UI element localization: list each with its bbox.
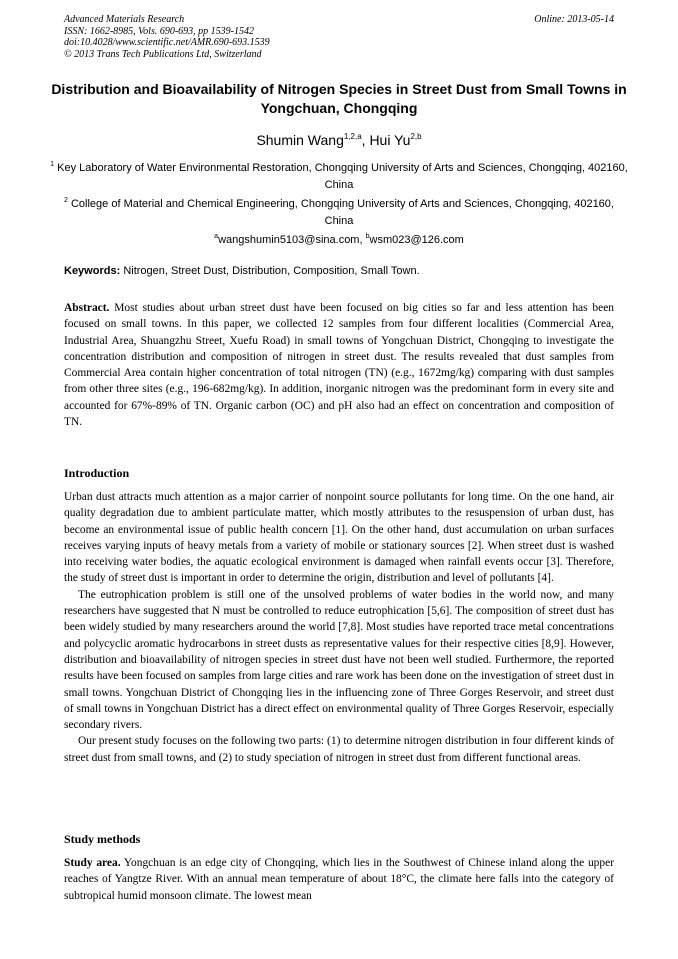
affiliation xyxy=(50,156,628,194)
study-area-text: Yongchuan is an edge city of Chongqing, which lies in the Southwest of Chinese inland along the upper reaches of Yangtze River. With an annual mean temperature of about 18°C, the climate here falls into the category of subtropical humid monsoon climate. The lowest mean xyxy=(64,857,615,902)
author-name: Shumin Wang xyxy=(256,132,344,148)
online-date: Online: 2013-05-14 xyxy=(534,14,614,25)
email-marker: b xyxy=(365,233,370,240)
email-marker: a xyxy=(214,233,219,240)
study-area-label: Study area. xyxy=(64,857,121,869)
issn-line: ISSN: 1662-8985, Vols. 690-693, pp 1539-1542 xyxy=(64,25,254,37)
affiliation xyxy=(50,192,628,230)
paragraph: The eutrophication problem is still one of the unsolved problems of water bodies in the world now, and many researchers have suggested that N must be controlled to reduce eutrophication [5,6]. The composition of street dust has been widely studied by many researchers around the world [7,8]. Most studies have reported trace metal concentrations and polycyclic aromatic hydrocarbons in street dusts as representative values for their respective cities [8,9]. However, distribution and bioavailability of nitrogen species in street dust have not been well studied. Furthermore, the reported results have been focused on samples from large cities and rare work has been done on the investigation of street dust in small towns. Yongchuan District of Chongqing lies in the influencing zone of Three Gorges Reservoir, and street dust of small towns in Yongchuan District has a direct effect on environmental quality of Three Gorges Reservoir, especially secondary rivers. xyxy=(64,588,614,732)
introduction-heading: Introduction xyxy=(64,466,130,480)
introduction-body xyxy=(64,489,614,766)
affiliation-number: 2 xyxy=(64,197,68,204)
abstract-label: Abstract. xyxy=(64,302,110,314)
email-address[interactable]: wsm023@126.com xyxy=(369,234,464,246)
email-line xyxy=(50,228,628,249)
author-name: Hui Yu xyxy=(369,132,411,148)
copyright-line: © 2013 Trans Tech Publications Ltd, Switzerland xyxy=(64,48,262,60)
affiliation-number: 1 xyxy=(50,161,55,168)
author-separator: , xyxy=(361,132,370,148)
keywords xyxy=(64,264,614,279)
paragraph: Our present study focuses on the following two parts: (1) to determine nitrogen distribution in four different kinds of street dust from small towns, and (2) to study speciation of nitrogen in street dust from different functional areas. xyxy=(64,735,614,764)
keywords-label: Keywords: xyxy=(64,265,121,277)
study-area-paragraph xyxy=(64,855,614,904)
email-address[interactable]: wangshumin5103@sina.com xyxy=(218,234,360,246)
author-superscript: 1,2,a xyxy=(343,132,362,141)
study-methods-heading: Study methods xyxy=(64,832,141,846)
abstract-text: Most studies about urban street dust have been focused on big cities so far and less attention has been focused on small towns. In this paper, we collected 12 samples from four different localities (Commercial Area, Industrial Area, Shuangzhu Street, Xuefu Road) in small towns of Yongchuan District, Chongqing to investigate the concentration distribution and composition of nitrogen in street dust. The results revealed that dust samples from Commercial Area contain higher concentration of total nitrogen (TN) (e.g., 1672mg/kg) comparing with dust samples from other three sites (e.g., 196-682mg/kg). In addition, inorganic nitrogen was the predominant form in every site and accounted for 67%-89% of TN. Organic carbon (OC) and pH also had an effect on concentration and composition of TN. xyxy=(64,302,615,429)
doi-line: doi:10.4028/www.scientific.net/AMR.690-693.1539 xyxy=(64,37,270,49)
email-separator: , xyxy=(359,234,366,246)
keywords-text: Nitrogen, Street Dust, Distribution, Composition, Small Town. xyxy=(123,265,420,277)
affiliation-text: College of Material and Chemical Engineering, Chongqing University of Arts and Sciences, Chongqing, 402160, China xyxy=(70,198,614,227)
affiliation-text: Key Laboratory of Water Environmental Restoration, Chongqing University of Arts and Sciences, Chongqing, 402160, China xyxy=(57,162,628,191)
author-superscript: 2,b xyxy=(410,132,422,141)
paper-title: Distribution and Bioavailability of Nitrogen Species in Street Dust from Small Towns in Yongchuan, Chongqing xyxy=(51,81,627,116)
journal-header xyxy=(64,14,614,60)
abstract xyxy=(64,300,614,430)
author-line xyxy=(40,128,638,149)
journal-name: Advanced Materials Research xyxy=(64,14,185,25)
paragraph: Urban dust attracts much attention as a major carrier of nonpoint source pollutants for long time. On the one hand, air quality degradation due to ambient particulate matter, which mostly attributes to the resuspension of urban dust, has become an environmental issue of public health concern [1]. On the other hand, dust accumulation on urban surfaces receives varying inputs of heavy metals from a variety of mobile or stationary sources [2]. When street dust is washed into receiving water bodies, the aquatic ecological environment is damaged when rainfall events occur [3]. Therefore, the study of street dust is important in order to determine the origin, distribution and level of pollutants [4]. xyxy=(64,491,614,585)
